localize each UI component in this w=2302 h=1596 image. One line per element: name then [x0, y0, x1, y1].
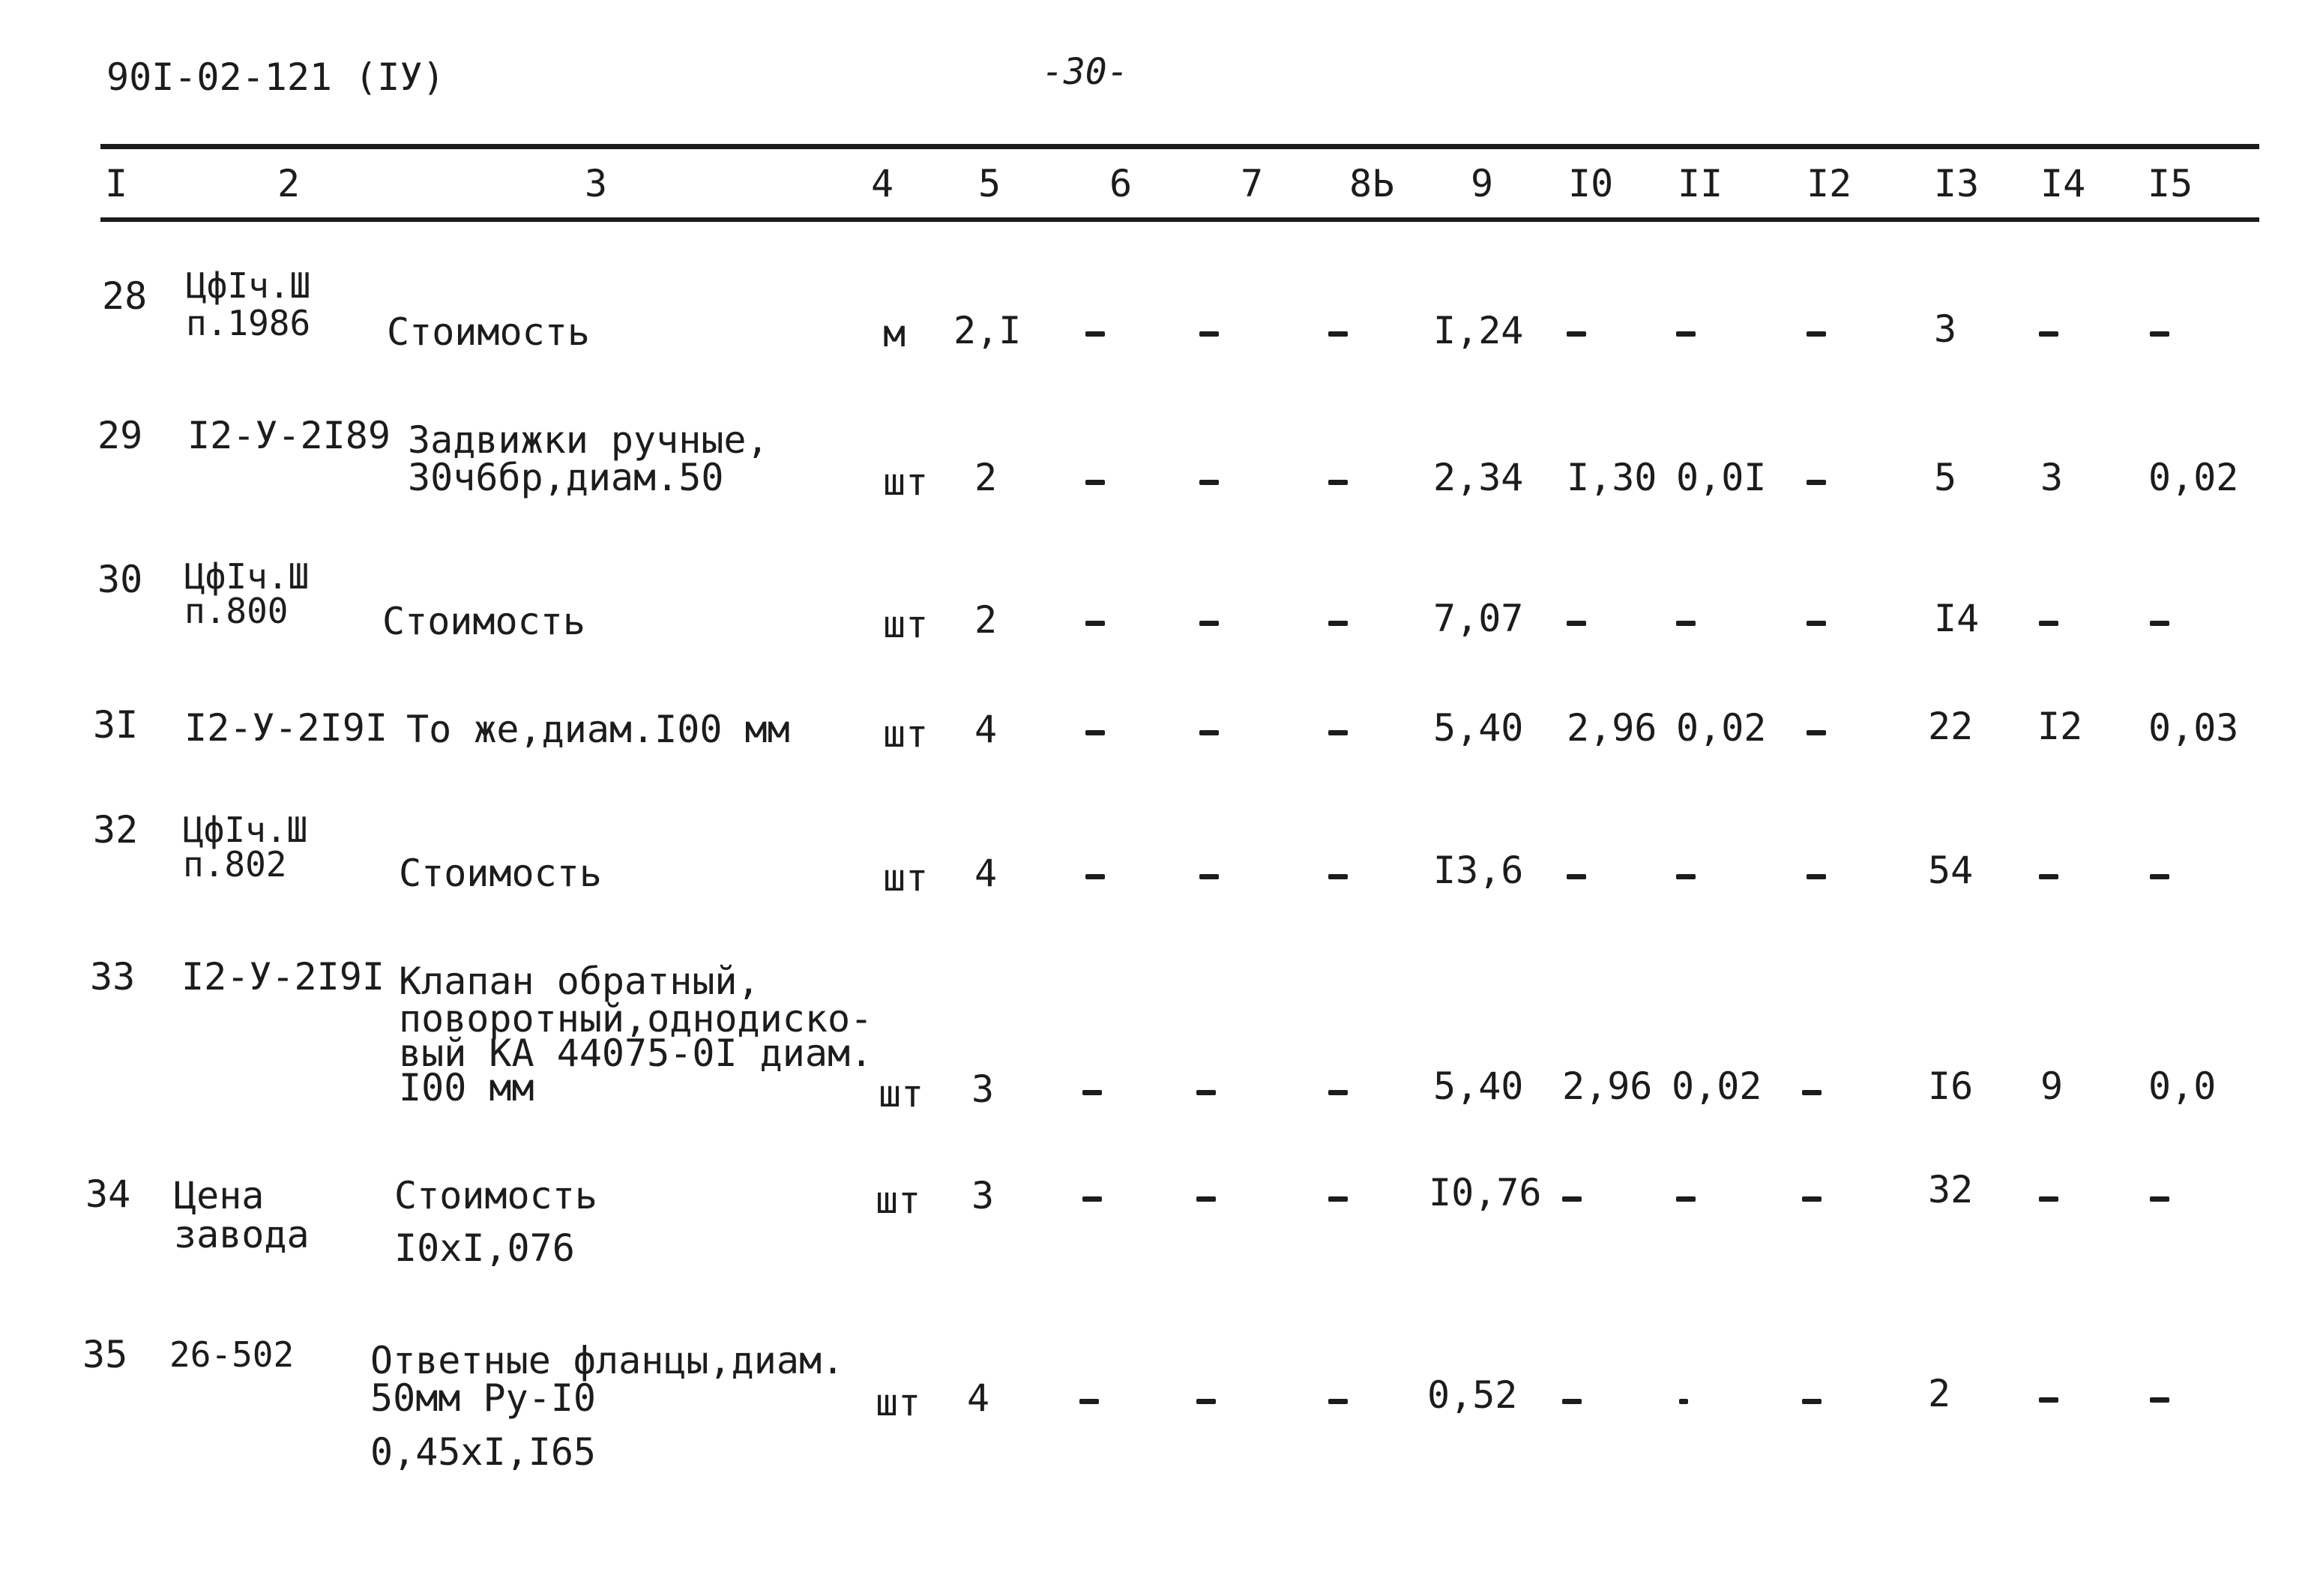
dash-mark — [1082, 1196, 1102, 1202]
column-header: 6 — [1109, 162, 1133, 205]
dash-mark — [1328, 730, 1348, 735]
dash-mark — [1196, 1090, 1216, 1095]
row-number: 34 — [85, 1172, 131, 1216]
dash-mark — [1679, 1399, 1688, 1404]
dash-mark — [1807, 480, 1826, 485]
cell-col9: 7,07 — [1433, 597, 1524, 640]
row-code: ЦфIч.Ш — [186, 265, 311, 306]
dash-mark — [1567, 874, 1586, 879]
dash-mark — [1085, 874, 1105, 879]
cell-col14: I2 — [2037, 705, 2083, 748]
column-header: I5 — [2148, 162, 2193, 205]
row-description: Клапан обратный, — [399, 960, 760, 1003]
cell-col11: 0,02 — [1672, 1064, 1762, 1108]
table-top-rule — [100, 144, 2259, 149]
dash-mark — [2039, 1397, 2058, 1403]
cell-col9: 5,40 — [1433, 706, 1524, 750]
row-code: I2-У-2I9I — [184, 706, 388, 750]
row-number: 32 — [93, 808, 139, 852]
cell-col10: I,30 — [1567, 456, 1657, 499]
row-number: 35 — [82, 1333, 128, 1376]
cell-col9: I0,76 — [1429, 1171, 1542, 1214]
column-header: I2 — [1807, 162, 1852, 205]
cell-col13: 3 — [1934, 307, 1957, 351]
cell-col13: 2 — [1928, 1372, 1951, 1415]
dash-mark — [1567, 331, 1586, 337]
dash-mark — [1802, 1399, 1822, 1404]
dash-mark — [1199, 480, 1219, 485]
row-number: 3I — [93, 703, 139, 747]
row-unit: шт — [876, 1178, 921, 1222]
row-quantity: 2,I — [953, 309, 1022, 352]
row-quantity: 2 — [974, 456, 998, 499]
cell-col13: 5 — [1934, 456, 1957, 499]
cell-col9: I,24 — [1433, 309, 1524, 352]
dash-mark — [1562, 1399, 1582, 1404]
row-description: 50мм Ру-I0 — [370, 1376, 597, 1420]
row-quantity: 2 — [974, 598, 998, 642]
row-code: п.802 — [183, 844, 287, 885]
row-quantity: 4 — [974, 852, 998, 895]
cell-col10: 2,96 — [1562, 1064, 1653, 1108]
cell-col15: 0,02 — [2148, 456, 2239, 499]
dash-mark — [2039, 621, 2058, 626]
row-code: 26-502 — [169, 1334, 295, 1375]
row-number: 29 — [97, 414, 143, 457]
row-quantity: 3 — [971, 1174, 995, 1217]
row-code: ЦфIч.Ш — [184, 556, 310, 597]
row-code: п.1986 — [186, 303, 311, 343]
column-header: I4 — [2040, 162, 2086, 205]
row-description: Стоимость — [382, 600, 585, 643]
dash-mark — [1079, 1399, 1099, 1404]
dash-mark — [2150, 1397, 2169, 1403]
column-header: 2 — [277, 162, 301, 205]
row-code: завода — [174, 1213, 310, 1256]
row-code: п.800 — [184, 591, 289, 631]
row-description: Ответные фланцы,диам. — [370, 1339, 845, 1382]
dash-mark — [2039, 874, 2058, 879]
cell-col13: 54 — [1928, 849, 1974, 892]
column-header: I0 — [1568, 162, 1614, 205]
dash-mark — [1085, 331, 1105, 337]
dash-mark — [2150, 621, 2169, 626]
cell-col9: I3,6 — [1433, 849, 1524, 892]
dash-mark — [1676, 874, 1696, 879]
row-description: Стоимость — [399, 852, 602, 895]
row-description: I00 мм — [399, 1066, 534, 1109]
row-description: поворотный,однодиско- — [399, 997, 873, 1041]
row-quantity: 4 — [967, 1376, 990, 1420]
column-header: 5 — [978, 162, 1001, 205]
dash-mark — [1328, 331, 1348, 337]
row-number: 28 — [102, 274, 148, 318]
row-description: I0хI,076 — [394, 1226, 575, 1270]
column-header: I — [105, 162, 128, 205]
dash-mark — [2039, 331, 2058, 337]
cell-col13: I4 — [1934, 597, 1980, 640]
dash-mark — [1328, 1399, 1348, 1404]
dash-mark — [1328, 1090, 1348, 1095]
column-header: II — [1678, 162, 1723, 205]
dash-mark — [1196, 1196, 1216, 1202]
dash-mark — [1085, 480, 1105, 485]
dash-mark — [1807, 331, 1826, 337]
cell-col14: 9 — [2040, 1064, 2064, 1108]
row-unit: шт — [883, 712, 929, 756]
row-description: 0,45хI,I65 — [370, 1430, 597, 1474]
table-header-rule — [100, 217, 2259, 222]
dash-mark — [1085, 621, 1105, 626]
row-quantity: 3 — [971, 1067, 995, 1111]
dash-mark — [1328, 874, 1348, 879]
column-header: I3 — [1934, 162, 1980, 205]
cell-col10: 2,96 — [1567, 706, 1657, 750]
dash-mark — [1807, 730, 1826, 735]
row-code: I2-У-2I89 — [187, 414, 391, 457]
row-number: 33 — [90, 955, 136, 999]
dash-mark — [1328, 1196, 1348, 1202]
cell-col9: 5,40 — [1433, 1064, 1524, 1108]
dash-mark — [2150, 874, 2169, 879]
row-code: I2-У-2I9I — [181, 955, 385, 999]
column-header: 9 — [1471, 162, 1494, 205]
row-unit: шт — [883, 603, 929, 646]
column-header: 7 — [1241, 162, 1264, 205]
dash-mark — [1676, 621, 1696, 626]
row-code: Цена — [174, 1174, 265, 1217]
row-description: То же,диам.I00 мм — [406, 708, 790, 751]
dash-mark — [1802, 1090, 1822, 1095]
page-number: -30- — [1042, 51, 1129, 93]
dash-mark — [1196, 1399, 1216, 1404]
dash-mark — [1807, 621, 1826, 626]
dash-mark — [1082, 1090, 1102, 1095]
dash-mark — [1199, 331, 1219, 337]
dash-mark — [1085, 730, 1105, 735]
row-code: ЦфIч.Ш — [183, 810, 308, 850]
cell-col15: 0,0 — [2148, 1064, 2217, 1108]
cell-col13: I6 — [1928, 1064, 1974, 1108]
cell-col13: 32 — [1928, 1168, 1974, 1211]
row-description: 30ч6бр,диам.50 — [408, 456, 724, 499]
row-unit: м — [883, 312, 906, 355]
dash-mark — [1807, 874, 1826, 879]
row-unit: шт — [876, 1381, 921, 1424]
cell-col11: 0,02 — [1676, 706, 1767, 750]
row-description: вый КА 44075-0I диам. — [399, 1032, 873, 1075]
cell-col15: 0,03 — [2148, 706, 2239, 750]
document-code: 90I-02-121 (IУ) — [106, 55, 445, 99]
dash-mark — [1676, 331, 1696, 337]
cell-col13: 22 — [1928, 705, 1974, 748]
dash-mark — [1328, 480, 1348, 485]
row-number: 30 — [97, 558, 143, 601]
row-quantity: 4 — [974, 708, 998, 751]
column-header: 3 — [585, 162, 608, 205]
cell-col14: 3 — [2040, 456, 2064, 499]
row-unit: шт — [879, 1072, 924, 1115]
dash-mark — [2150, 331, 2169, 337]
row-unit: шт — [883, 460, 929, 504]
dash-mark — [1567, 621, 1586, 626]
dash-mark — [1562, 1196, 1582, 1202]
dash-mark — [1328, 621, 1348, 626]
row-unit: шт — [883, 856, 929, 900]
dash-mark — [1802, 1196, 1822, 1202]
row-description: Задвижки ручные, — [408, 418, 769, 462]
row-description: Стоимость — [387, 310, 590, 354]
dash-mark — [1199, 730, 1219, 735]
dash-mark — [1199, 621, 1219, 626]
dash-mark — [2150, 1196, 2169, 1202]
cell-col11: 0,0I — [1676, 456, 1767, 499]
column-header: 4 — [871, 162, 894, 205]
cell-col9: 0,52 — [1427, 1373, 1518, 1417]
column-header: 8Ь — [1349, 162, 1395, 205]
row-description: Стоимость — [394, 1174, 597, 1217]
dash-mark — [1676, 1196, 1696, 1202]
dash-mark — [2039, 1196, 2058, 1202]
dash-mark — [1199, 874, 1219, 879]
cell-col9: 2,34 — [1433, 456, 1524, 499]
